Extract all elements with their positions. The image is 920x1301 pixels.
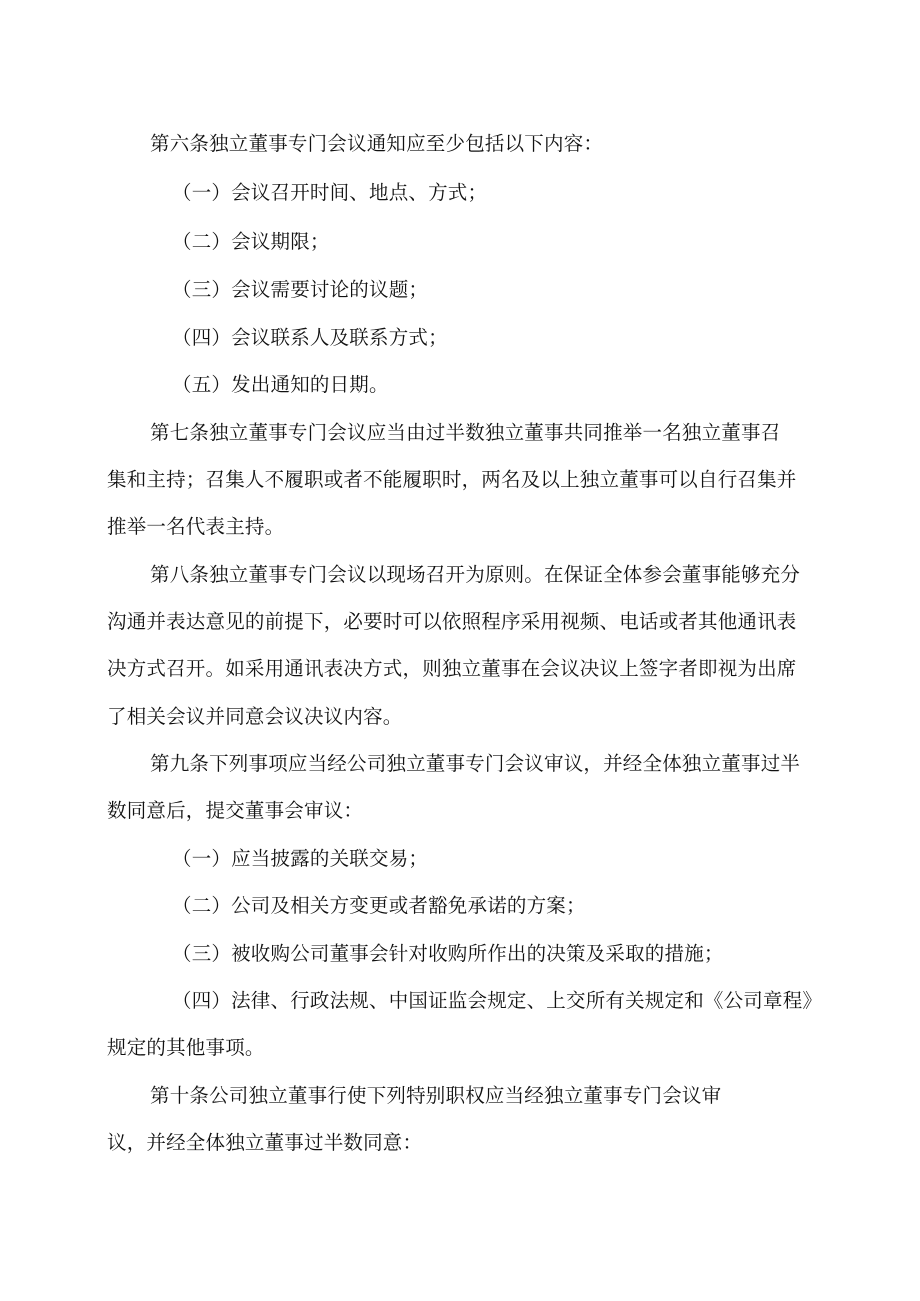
article-9-item-4: （四）法律、行政法规、中国证监会规定、上交所有关规定和《公司章程》	[172, 989, 823, 1012]
article-8-line-1: 第八条独立董事专门会议以现场召开为原则。在保证全体参会董事能够充分	[150, 563, 801, 586]
article-6-item-1: （一）会议召开时间、地点、方式；	[172, 181, 488, 204]
article-9-line-1: 第九条下列事项应当经公司独立董事专门会议审议，并经全体独立董事过半	[150, 752, 801, 775]
article-10-line-1: 第十条公司独立董事行使下列特别职权应当经独立董事专门会议审	[150, 1084, 722, 1107]
article-6-item-4: （四）会议联系人及联系方式；	[172, 326, 448, 349]
article-7-line-2: 集和主持；召集人不履职或者不能履职时，两名及以上独立董事可以自行召集并	[107, 468, 797, 491]
article-6-item-5: （五）发出通知的日期。	[172, 373, 389, 396]
article-8-line-2: 沟通并表达意见的前提下，必要时可以依照程序采用视频、电话或者其他通讯表	[107, 610, 797, 633]
article-6-item-2: （二）会议期限；	[172, 230, 330, 253]
article-9-line-2: 数同意后，提交董事会审议：	[107, 799, 364, 822]
article-8-line-4: 了相关会议并同意会议决议内容。	[107, 705, 403, 728]
article-9-item-4-cont: 规定的其他事项。	[107, 1036, 265, 1059]
article-10-line-2: 议，并经全体独立董事过半数同意：	[107, 1131, 423, 1154]
article-7-line-3: 推举一名代表主持。	[107, 515, 285, 538]
article-6-intro: 第六条独立董事专门会议通知应至少包括以下内容：	[150, 132, 604, 155]
article-8-line-3: 决方式召开。如采用通讯表决方式，则独立董事在会议决议上签字者即视为出席	[107, 657, 797, 680]
article-9-item-2: （二）公司及相关方变更或者豁免承诺的方案；	[172, 894, 586, 917]
article-9-item-1: （一）应当披露的关联交易；	[172, 847, 429, 870]
article-6-item-3: （三）会议需要讨论的议题；	[172, 278, 429, 301]
article-9-item-3: （三）被收购公司董事会针对收购所作出的决策及采取的措施；	[172, 942, 724, 965]
article-7-line-1: 第七条独立董事专门会议应当由过半数独立董事共同推举一名独立董事召	[150, 421, 781, 444]
